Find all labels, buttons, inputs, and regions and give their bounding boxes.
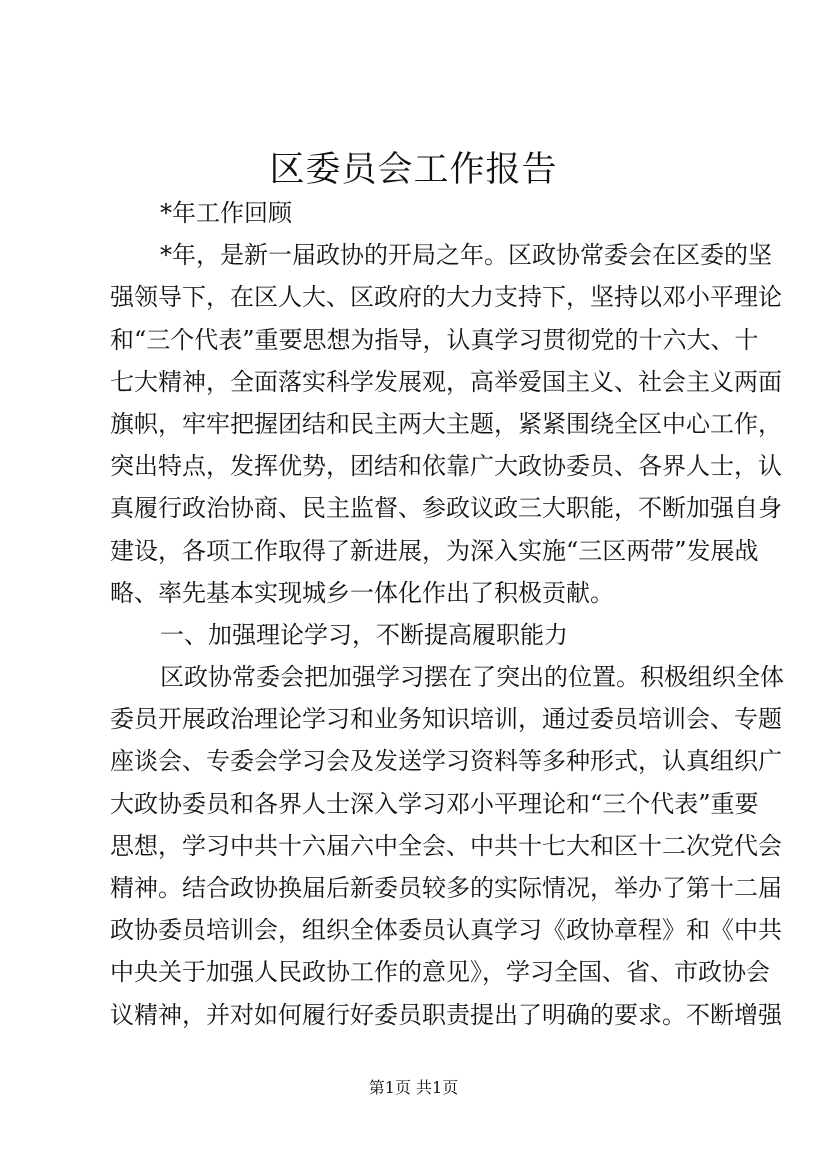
document-title: 区委员会工作报告: [269, 150, 558, 190]
text-line: 突出特点，发挥优势，团结和依靠广大政协委员、各界人士，认: [110, 452, 782, 481]
text-line: *年工作回顾: [160, 199, 292, 227]
section-heading: [110, 614, 736, 656]
text-line: 精神。结合政协换届后新委员较多的实际情况，举办了第十二届: [110, 874, 782, 902]
text-line: 思想，学习中共十六届六中全会、中共十七大和区十二次党代会: [110, 831, 782, 860]
text-line: 略、率先基本实现城乡一体化作出了积极贡献。: [110, 578, 614, 607]
page-footer: 第1页 共1页: [368, 1078, 459, 1097]
text-line: 区政协常委会把加强学习摆在了突出的位置。积极组织全体: [160, 663, 784, 692]
text-line: *年，是新一届政协的开局之年。区政协常委会在区委的坚: [160, 241, 772, 270]
paragraph: [110, 234, 782, 614]
text-line: 七大精神，全面落实科学发展观，高举爱国主义、社会主义两面: [110, 367, 782, 396]
text-line: 政协委员培训会，组织全体委员认真学习《政协章程》和《中共: [110, 916, 782, 945]
text-line: 中央关于加强人民政协工作的意见》，学习全国、省、市政协会: [110, 958, 770, 987]
text-line: 真履行政治协商、民主监督、参政议政三大职能，不断加强自身: [110, 494, 782, 523]
text-line: 座谈会、专委会学习会及发送学习资料等多种形式，认真组织广: [110, 747, 782, 776]
text-line: 和“三个代表”重要思想为指导，认真学习贯彻党的十六大、十: [110, 325, 759, 354]
text-line: 委员开展政治理论学习和业务知识培训，通过委员培训会、专题: [110, 705, 782, 734]
text-line: 旗帜，牢牢把握团结和民主两大主题，紧紧围绕全区中心工作，: [110, 409, 782, 438]
document-body: [110, 192, 784, 1036]
text-line: 大政协委员和各界人士深入学习邓小平理论和“三个代表”重要: [110, 789, 759, 818]
section-heading: [110, 192, 736, 234]
text-line: 建设，各项工作取得了新进展，为深入实施“三区两带”发展战: [110, 536, 759, 565]
paragraph: [110, 656, 784, 1036]
text-line: 强领导下，在区人大、区政府的大力支持下，坚持以邓小平理论: [110, 283, 782, 312]
text-line: 一、加强理论学习，不断提高履职能力: [160, 620, 568, 649]
text-line: 议精神，并对如何履行好委员职责提出了明确的要求。不断增强: [110, 1000, 782, 1029]
